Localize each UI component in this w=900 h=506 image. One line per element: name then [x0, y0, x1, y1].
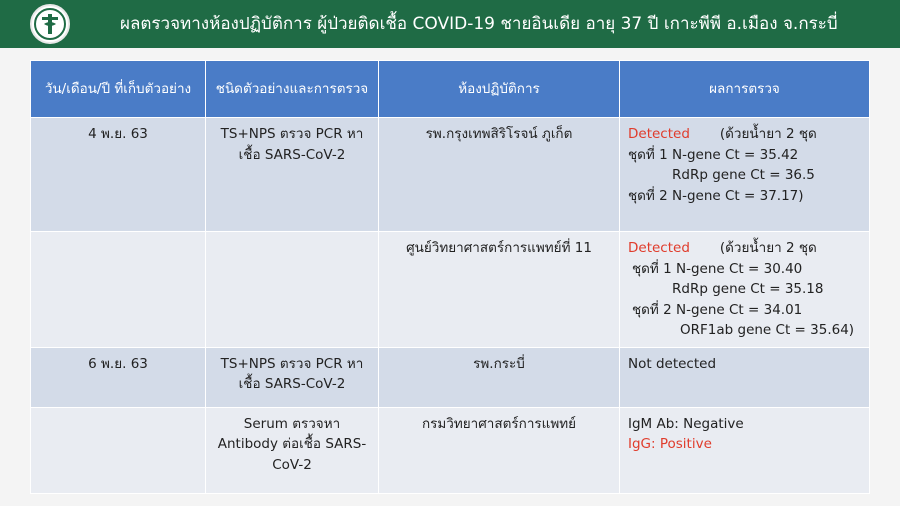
table-row — [31, 407, 870, 493]
igg-result: IgG: Positive — [628, 436, 712, 452]
cell-result — [620, 232, 870, 348]
table-row — [31, 347, 870, 407]
cell-date: 6 พ.ย. 63 — [31, 347, 206, 407]
result-line: RdRp gene Ct = 35.18 — [672, 281, 824, 297]
cell-date — [31, 232, 206, 348]
page-title: ผลตรวจทางห้องปฏิบัติการ ผู้ป่วยติดเชื้อ COVID-19 ชายอินเดีย อายุ 37 ปี เกาะพีพี อ.เมือง จ.กระบี่ — [120, 14, 838, 34]
result-note: (ด้วยน้ำยา 2 ชุด — [719, 240, 817, 256]
title-bar — [0, 0, 900, 48]
table-header-row — [31, 61, 870, 118]
detected-status: Detected — [628, 126, 690, 142]
cell-date — [31, 407, 206, 493]
ministry-logo-icon — [30, 4, 70, 44]
header-date: วัน/เดือน/ปี ที่เก็บตัวอย่าง — [31, 61, 206, 118]
cell-specimen: Serum ตรวจหา Antibody ต่อเชื้อ SARS-CoV-2 — [206, 407, 379, 493]
cell-lab: ศูนย์วิทยาศาสตร์การแพทย์ที่ 11 — [379, 232, 620, 348]
cell-result — [620, 118, 870, 232]
lab-results-table — [30, 60, 870, 494]
result-status-line — [628, 124, 861, 145]
result-line: ORF1ab gene Ct = 35.64) — [680, 322, 855, 338]
cell-lab: รพ.กระบี่ — [379, 347, 620, 407]
result-line: ชุดที่ 2 N-gene Ct = 37.17) — [628, 187, 804, 204]
result-line: ชุดที่ 1 N-gene Ct = 35.42 — [628, 146, 799, 163]
cell-lab: กรมวิทยาศาสตร์การแพทย์ — [379, 407, 620, 493]
table-row — [31, 118, 870, 232]
result-note: (ด้วยน้ำยา 2 ชุด — [719, 126, 817, 142]
header-specimen: ชนิดตัวอย่างและการตรวจ — [206, 61, 379, 118]
result-line: ชุดที่ 1 N-gene Ct = 30.40 — [632, 260, 803, 277]
result-line: RdRp gene Ct = 36.5 — [672, 167, 815, 183]
cell-specimen: TS+NPS ตรวจ PCR หาเชื้อ SARS-CoV-2 — [206, 118, 379, 232]
cell-result: Not detected — [620, 347, 870, 407]
cell-specimen: TS+NPS ตรวจ PCR หาเชื้อ SARS-CoV-2 — [206, 347, 379, 407]
header-lab: ห้องปฏิบัติการ — [379, 61, 620, 118]
igm-result: IgM Ab: Negative — [628, 415, 744, 432]
header-result: ผลการตรวจ — [620, 61, 870, 118]
cell-date: 4 พ.ย. 63 — [31, 118, 206, 232]
detected-status: Detected — [628, 240, 690, 256]
result-status-line — [628, 238, 861, 259]
cell-result — [620, 407, 870, 493]
cell-specimen — [206, 232, 379, 348]
result-line: ชุดที่ 2 N-gene Ct = 34.01 — [632, 301, 803, 318]
table-row — [31, 232, 870, 348]
cell-lab: รพ.กรุงเทพสิริโรจน์ ภูเก็ต — [379, 118, 620, 232]
